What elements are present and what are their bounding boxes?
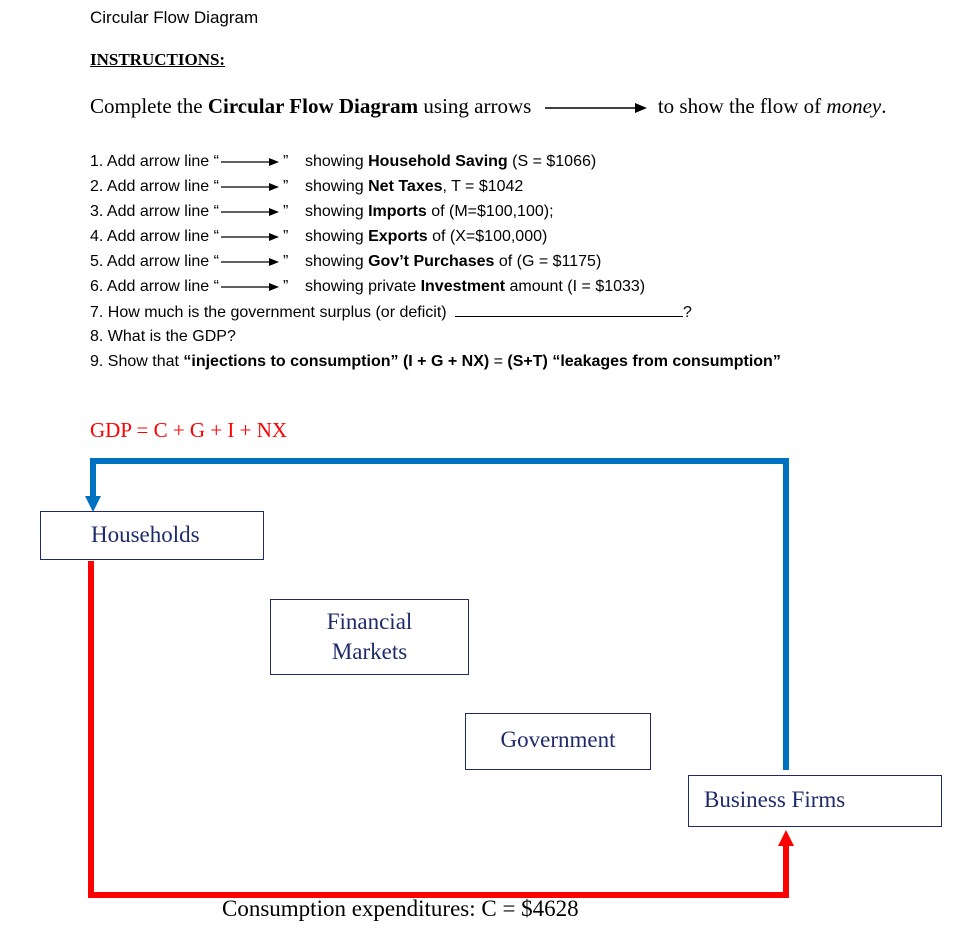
question-8: 8. What is the GDP? xyxy=(90,328,236,345)
list-item: 5. Add arrow line “ ” showing Gov’t Purchases of (G = $1175) xyxy=(90,253,602,270)
business-firms-box: Business Firms xyxy=(688,775,942,827)
financial-markets-box: Financial Markets xyxy=(270,599,469,675)
question-7: 7. How much is the government surplus (or deficit) ? xyxy=(90,304,692,321)
list-item: 2. Add arrow line “ ” showing Net Taxes, T = $1042 xyxy=(90,178,524,195)
red-flow-arrowhead xyxy=(778,830,794,846)
intro-suffix: to show the flow of xyxy=(652,94,827,118)
list-item: 1. Add arrow line “ ” showing Household Saving (S = $1066) xyxy=(90,153,597,170)
question-9: 9. Show that “injections to consumption” (I + G + NX) = (S+T) “leakages from consumption” xyxy=(90,353,781,370)
intro-end: . xyxy=(881,94,887,118)
list-item: 6. Add arrow line “ ” showing private Investment amount (I = $1033) xyxy=(90,278,646,295)
households-box: Households xyxy=(40,511,264,560)
list-item: 3. Add arrow line “ ” showing Imports of (M=$100,100); xyxy=(90,203,554,220)
document-title: Circular Flow Diagram xyxy=(90,8,259,27)
intro-italic: money xyxy=(826,94,882,118)
intro-middle: using arrows xyxy=(418,94,537,118)
consumption-expenditures-label: Consumption expenditures: C = $4628 xyxy=(222,896,579,921)
list-item: 4. Add arrow line “ ” showing Exports of (X=$100,000) xyxy=(90,228,548,245)
intro-bold: Circular Flow Diagram xyxy=(207,94,419,118)
intro-prefix: Complete the xyxy=(90,94,208,118)
blue-flow-arrowhead xyxy=(85,496,101,512)
instructions-heading: INSTRUCTIONS: xyxy=(90,50,226,69)
gdp-formula: GDP = C + G + I + NX xyxy=(90,418,288,442)
government-box: Government xyxy=(465,713,651,770)
